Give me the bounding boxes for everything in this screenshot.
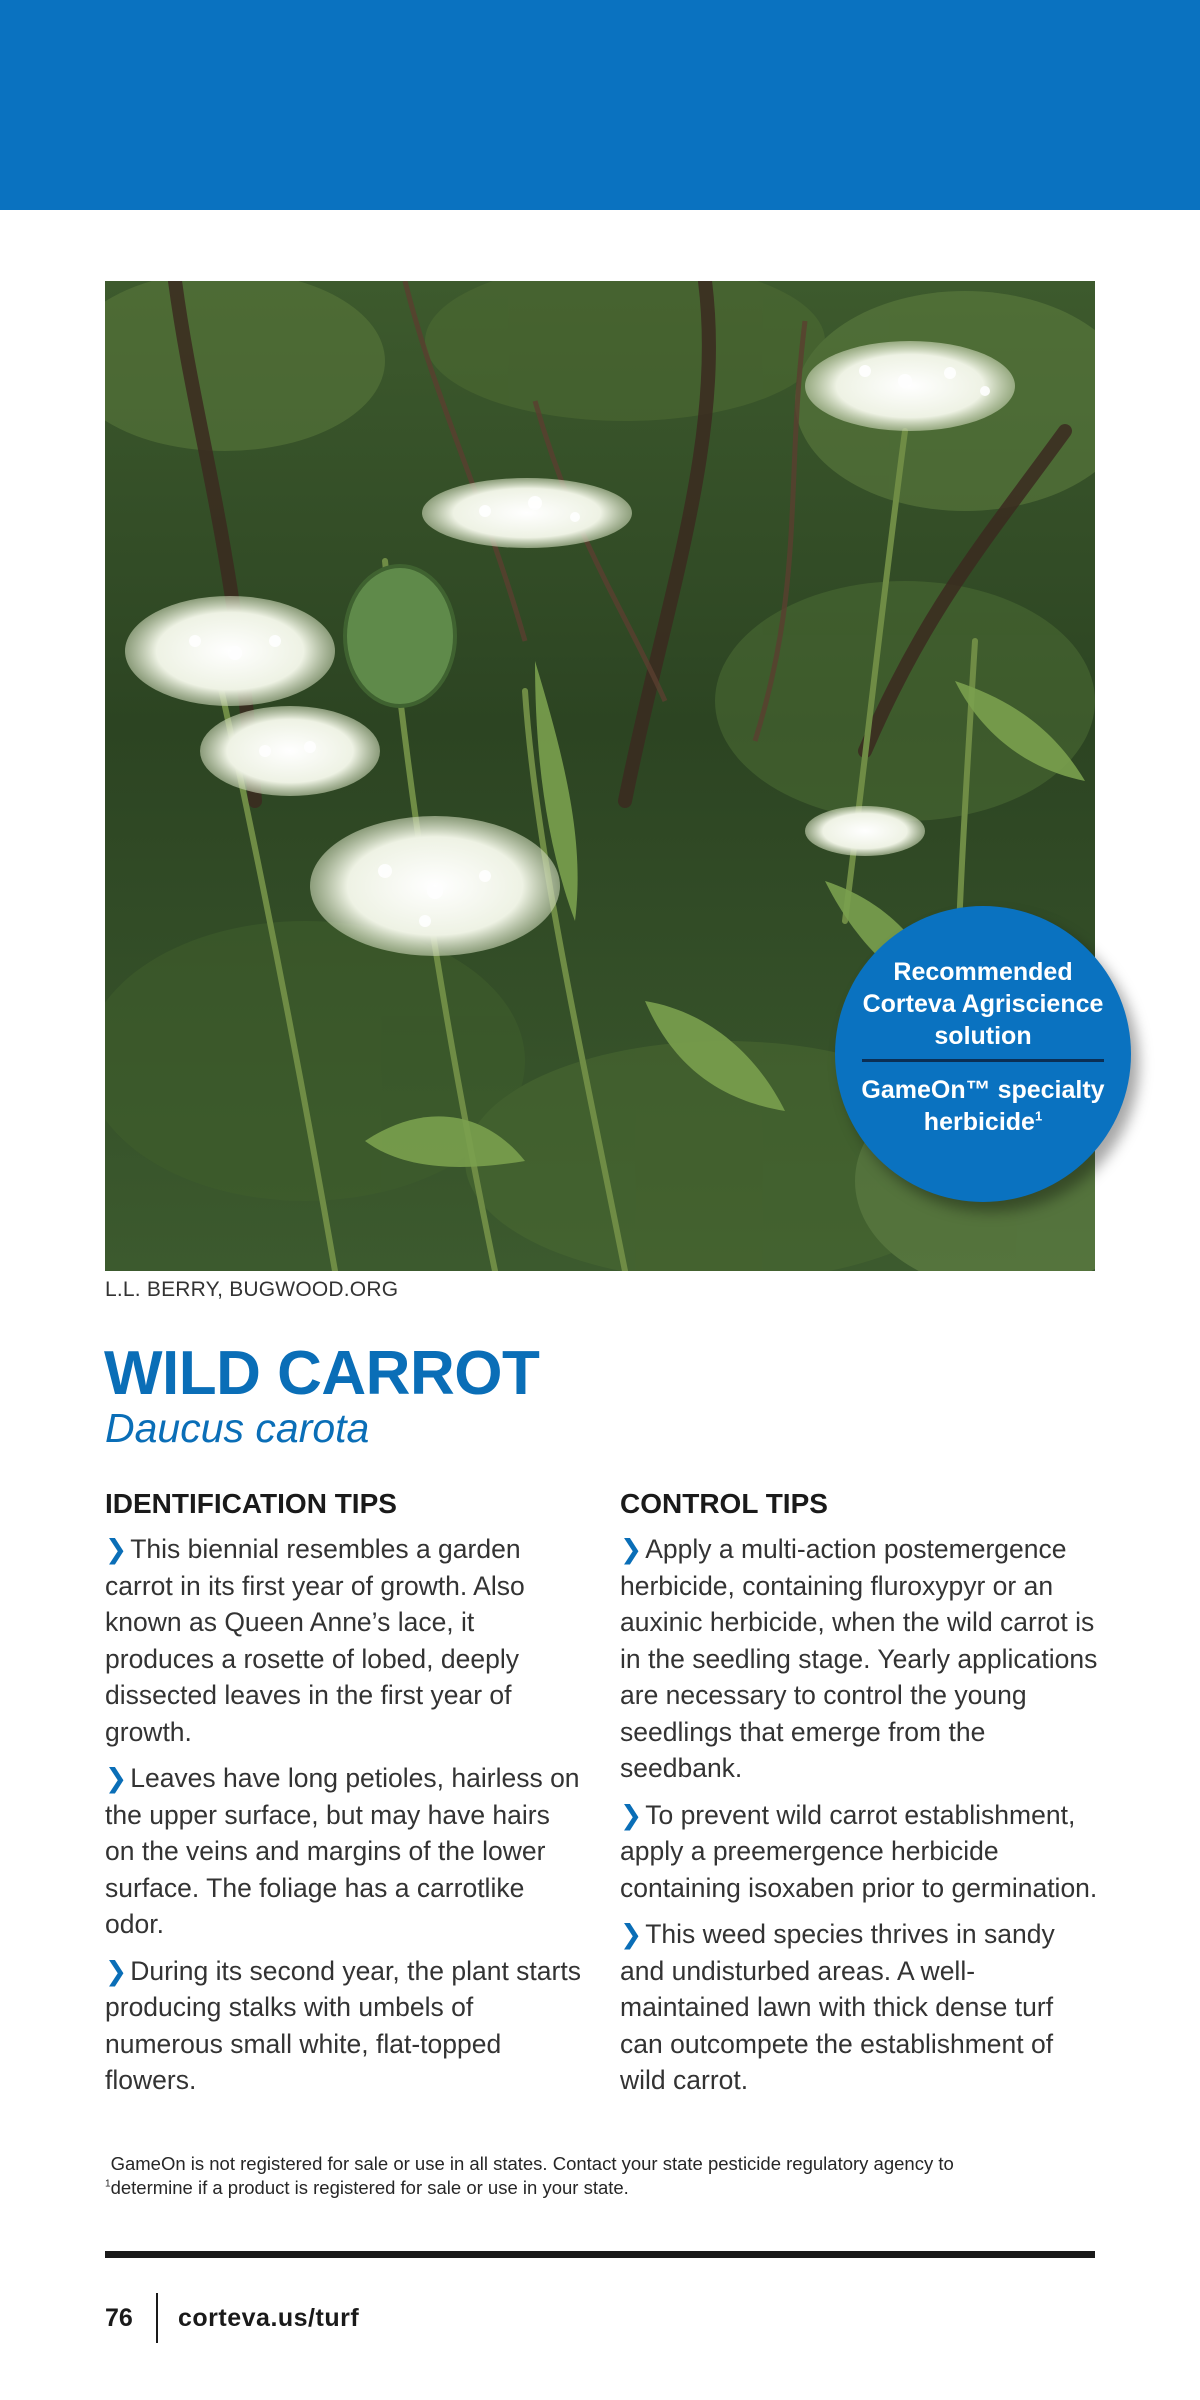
common-name-title: WILD CARROT — [104, 1339, 540, 1408]
badge-heading: Recommended Corteva Agriscience solution — [862, 958, 1104, 1050]
control-tips-column — [620, 1487, 1100, 2109]
identification-tips-column — [105, 1487, 585, 2109]
scientific-name: Daucus carota — [105, 1405, 370, 1451]
badge-divider — [862, 1059, 1104, 1062]
tip-text: This biennial resembles a garden carrot in its first year of growth. Also known as Queen Anne’s lace, it produces a rosette of lobed, deeply dissected leaves in the first year of growth. — [105, 1534, 525, 1747]
chevron-right-icon: ❯ — [105, 1763, 128, 1793]
control-tip — [620, 1531, 1100, 1787]
badge-footnote-mark: 1 — [1034, 1108, 1043, 1124]
chevron-right-icon: ❯ — [620, 1799, 643, 1830]
identification-tip — [105, 1531, 585, 1750]
badge-product — [855, 1074, 1111, 1138]
tip-text: To prevent wild carrot establishment, apply a preemergence herbicide containing isoxaben prior to germination. — [620, 1799, 1098, 1903]
page-number: 76 — [105, 2304, 133, 2332]
identification-tip — [105, 1760, 585, 1943]
tip-text: During its second year, the plant starts producing stalks with umbels of numerous small white, flat-topped flowers. — [105, 1955, 581, 2095]
tip-text: This weed species thrives in sandy and undisturbed areas. A well-maintained lawn with thick dense turf can outcompete the establishment of wild carrot. — [620, 1919, 1055, 2095]
footnote-mark: 1 — [105, 2178, 111, 2190]
badge-product-name: GameOn™ specialty herbicide — [861, 1076, 1105, 1136]
footnote — [105, 2152, 1031, 2199]
top-color-band — [0, 0, 1200, 210]
identification-tip — [105, 1953, 585, 2099]
identification-tips-heading: IDENTIFICATION TIPS — [105, 1488, 397, 1519]
chevron-right-icon: ❯ — [620, 1534, 643, 1564]
footnote-text: GameOn is not registered for sale or use in all states. Contact your state pesticide regulatory agency to determine if a product is registered for sale or use in your state. — [110, 2153, 954, 2198]
chevron-right-icon: ❯ — [105, 1955, 128, 1986]
footer-rule — [105, 2251, 1095, 2258]
photo-credit: L.L. BERRY, BUGWOOD.ORG — [105, 1278, 399, 1301]
chevron-right-icon: ❯ — [620, 1919, 643, 1949]
tip-text: Leaves have long petioles, hairless on the upper surface, but may have hairs on the veins and margins of the lower surface. The foliage has a carrotlike odor. — [105, 1763, 580, 1939]
footer-separator — [156, 2293, 158, 2343]
chevron-right-icon: ❯ — [105, 1534, 128, 1564]
website-link[interactable]: corteva.us/turf — [178, 2304, 360, 2332]
recommended-solution-badge — [835, 906, 1131, 1202]
control-tip — [620, 1797, 1100, 1907]
control-tip — [620, 1916, 1100, 2099]
tip-text: Apply a multi-action postemergence herbicide, containing fluroxypyr or an auxinic herbicide, when the wild carrot is in the seedling stage. Yearly applications are necessary to control the young seedlings that emerge from the seedbank. — [620, 1534, 1098, 1783]
control-tips-heading: CONTROL TIPS — [620, 1488, 828, 1519]
